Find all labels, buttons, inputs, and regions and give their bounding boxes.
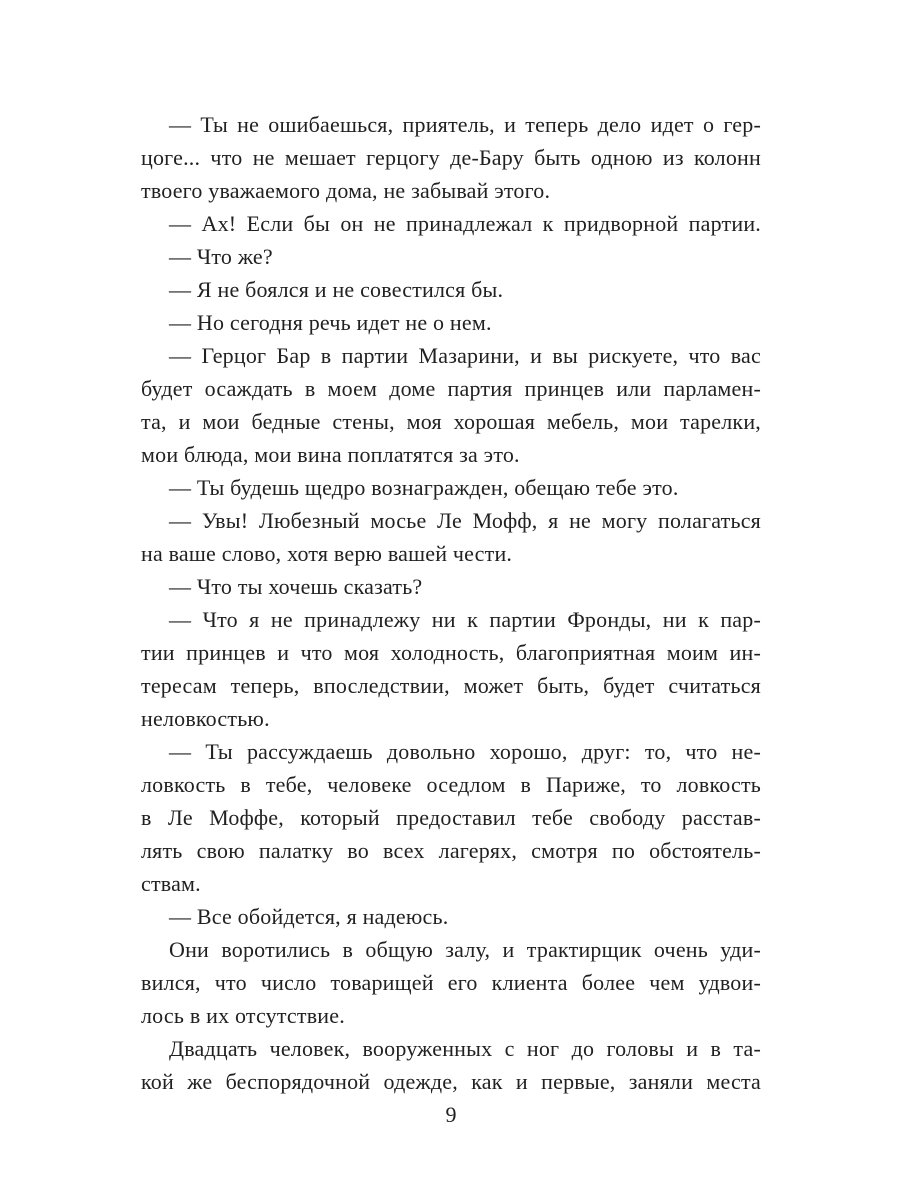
text-line: Двадцать человек, вооруженных с ног до головы и в та- bbox=[169, 1036, 761, 1061]
text-line: — Ты будешь щедро вознагражден, обещаю тебе это. bbox=[169, 475, 679, 500]
text-line: та, и мои бедные стены, моя хорошая мебель, мои тарелки, bbox=[141, 409, 761, 434]
text-line: — Все обойдется, я надеюсь. bbox=[169, 904, 449, 929]
text-line: — Что я не принадлежу ни к партии Фронды, ни к пар- bbox=[169, 607, 761, 632]
text-line: лять свою палатку во всех лагерях, смотря по обстоятель- bbox=[141, 838, 761, 863]
text-line: — Я не боялся и не совестился бы. bbox=[169, 277, 504, 302]
text-line: ствам. bbox=[141, 871, 201, 896]
text-line: тии принцев и что моя холодность, благоприятная моим ин- bbox=[141, 640, 761, 665]
text-line: кой же беспорядочной одежде, как и первые, заняли места bbox=[141, 1069, 761, 1094]
text-line: — Герцог Бар в партии Мазарини, и вы рискуете, что вас bbox=[169, 343, 761, 368]
page-number: 9 bbox=[445, 1102, 457, 1127]
text-line: тересам теперь, впоследствии, может быть, будет считаться bbox=[141, 673, 761, 698]
text-line: Они воротились в общую залу, и трактирщик очень уди- bbox=[169, 937, 761, 962]
text-line: будет осаждать в моем доме партия принцев или парламен- bbox=[141, 376, 761, 401]
text-line: вился, что число товарищей его клиента более чем удвои- bbox=[141, 970, 761, 995]
text-line: — Ах! Если бы он не принадлежал к придворной партии. bbox=[169, 211, 761, 236]
text-line: мои блюда, мои вина поплатятся за это. bbox=[141, 442, 520, 467]
text-line: — Увы! Любезный мосье Ле Мофф, я не могу полагаться bbox=[169, 508, 761, 533]
text-line: — Ты рассуждаешь довольно хорошо, друг: то, что не- bbox=[169, 739, 761, 764]
text-line: лось в их отсутствие. bbox=[141, 1003, 345, 1028]
text-line: в Ле Моффе, который предоставил тебе свободу расстав- bbox=[141, 805, 761, 830]
text-line: цоге... что не мешает герцогу де-Бару быть одною из колонн bbox=[141, 145, 761, 170]
text-line: твоего уважаемого дома, не забывай этого. bbox=[141, 178, 551, 203]
text-line: — Ты не ошибаешься, приятель, и теперь дело идет о гер- bbox=[169, 112, 761, 137]
text-line: на ваше слово, хотя верю вашей чести. bbox=[141, 541, 513, 566]
text-block bbox=[141, 108, 761, 1098]
text-line: — Что же? bbox=[169, 244, 273, 269]
text-line: — Что ты хочешь сказать? bbox=[169, 574, 423, 599]
text-line: — Но сегодня речь идет не о нем. bbox=[169, 310, 492, 335]
text-line: неловкостью. bbox=[141, 706, 270, 731]
text-line: ловкость в тебе, человеке оседлом в Париже, то ловкость bbox=[141, 772, 761, 797]
